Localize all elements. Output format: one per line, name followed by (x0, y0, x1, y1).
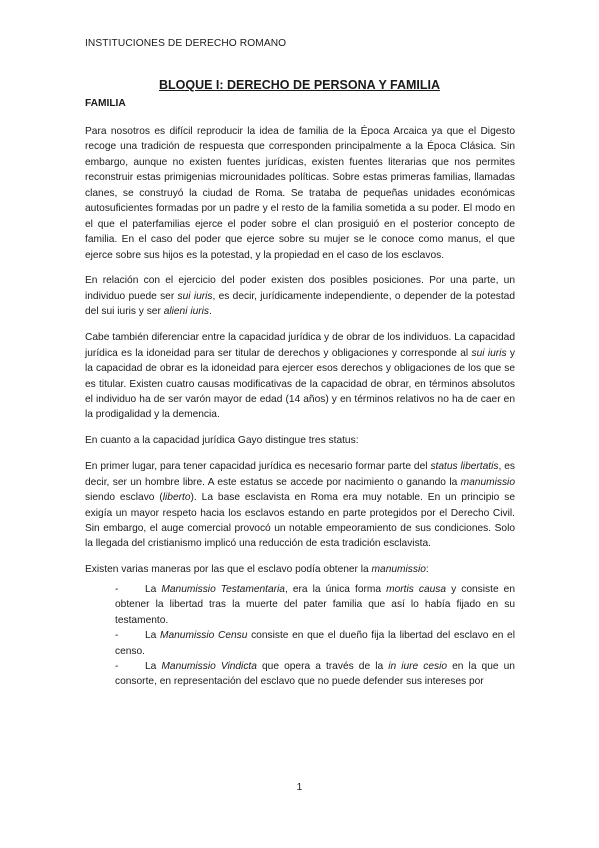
paragraph-4: En cuanto a la capacidad jurídica Gayo distingue tres status: (85, 435, 359, 447)
text-run: ). La base esclavista en Roma era muy notable. En un principio se exigía un mayor respeto hacia los esclavos estando en parte protegidos por el Derecho Civil. Sin embargo, el auge comercial provocó un notable empeoramiento de sus condiciones. Solo la llegada del cristianismo implicó una reducción de esta tradición esclavista. (85, 492, 516, 550)
text-run: La (145, 661, 162, 672)
text-run: Existen varias maneras por las que el esclavo podía obtener la (85, 564, 372, 576)
text-run: , es decir, jurídicamente independiente, o depender de la potestad del sui iuris y ser (85, 290, 515, 318)
text-run: , era la única forma (284, 583, 387, 595)
list-item (115, 582, 515, 628)
text-run: en la que un consorte, en representación del esclavo que no puede defender sus intereses por (115, 661, 515, 688)
italic-term: mortis causa (386, 583, 447, 595)
running-header: INSTITUCIONES DE DERECHO ROMANO (85, 38, 287, 49)
italic-term: alieni iuris (163, 306, 209, 318)
italic-term: Manumissio Vindicta (161, 661, 257, 672)
text-run: consiste en que el dueño fija la libertad del esclavo en el censo. (115, 630, 515, 657)
text-run: , es decir, ser un hombre libre. A este estatus se accede por nacimiento o ganando la (85, 461, 515, 488)
italic-term: manumissio (460, 476, 515, 488)
text-run: Cabe también diferenciar entre la capacidad jurídica y de obrar de los individuos. La capacidad jurídica es la idoneidad para ser titular de derechos y obligaciones y corresponde al (85, 332, 515, 359)
section-heading: FAMILIA (85, 98, 126, 109)
italic-term: sui iuris (471, 347, 507, 359)
text-run: : (425, 564, 429, 576)
list-item (115, 628, 515, 659)
text-run: En relación con el ejercicio del poder existen dos posibles posiciones. Por una parte, un individuo puede ser (85, 275, 515, 302)
text-run: . (209, 306, 212, 318)
dash-bullet: - (115, 583, 119, 595)
text-run: y consiste en obtener la libertad tras la muerte del pater familia que así lo había fijado en su testamento. (115, 583, 516, 626)
paragraph-1: Para nosotros es difícil reproducir la idea de familia de la Época Arcaica ya que el Digesto recoge una tradición de respuesta que corresponden principalmente a la Época Clásica. Sin embargo, aunque no existen fuentes jurídicas, existen fuentes literarias que nos permites reconstruir estas primigenias microunidades políticas. Sobre estas primeras familias, llamadas clanes, se construyó la ciudad de Roma. Se trataba de pequeñas unidades económicas autosuficientes formadas por un padre y el resto de la familia sometida a su poder. El modo en el que el paterfamilias ejerce el poder sobre el clan prosiguió en el posterior concepto de familia. En el caso del poder que ejerce sobre su mujer se le conoce como manus, el que ejerce sobre sus hijos es la potestad, y la propiedad en el caso de los esclavos. (85, 126, 515, 261)
text-run: y la capacidad de obrar es la idoneidad para ejercer esos derechos y obligaciones de los que se es titular. Existen cuatro causas modificativas de la capacidad de obrar, en términos absolutos el individuo ha de ser varón mayor de edad (14 años) y en términos relativos no ha de caer en la prodigalidad y la demencia. (85, 347, 515, 421)
italic-term: Manumissio Censu (159, 630, 248, 642)
paragraph-5 (85, 459, 515, 552)
dash-bullet: - (115, 661, 119, 672)
italic-term: manumissio (371, 564, 426, 576)
italic-term: sui iuris (177, 290, 213, 302)
italic-term: liberto (162, 492, 191, 504)
text-run: siendo esclavo ( (85, 492, 163, 504)
paragraph-2 (85, 273, 515, 319)
italic-term: status libertatis (430, 461, 499, 473)
dash-bullet: - (115, 630, 119, 642)
page-number: 1 (296, 782, 303, 793)
document-body (85, 124, 515, 690)
italic-term: in iure cesio (388, 661, 448, 672)
page-title: BLOQUE I: DERECHO DE PERSONA Y FAMILIA (158, 78, 441, 92)
list-item (115, 659, 515, 690)
text-run: que opera a través de la (256, 661, 389, 672)
italic-term: Manumissio Testamentaria (161, 583, 285, 595)
manumission-list (85, 582, 515, 690)
text-run: En primer lugar, para tener capacidad jurídica es necesario formar parte del (85, 461, 431, 473)
paragraph-6 (85, 562, 515, 577)
text-run: La (145, 630, 160, 642)
text-run: La (145, 583, 162, 595)
paragraph-3 (85, 330, 515, 423)
